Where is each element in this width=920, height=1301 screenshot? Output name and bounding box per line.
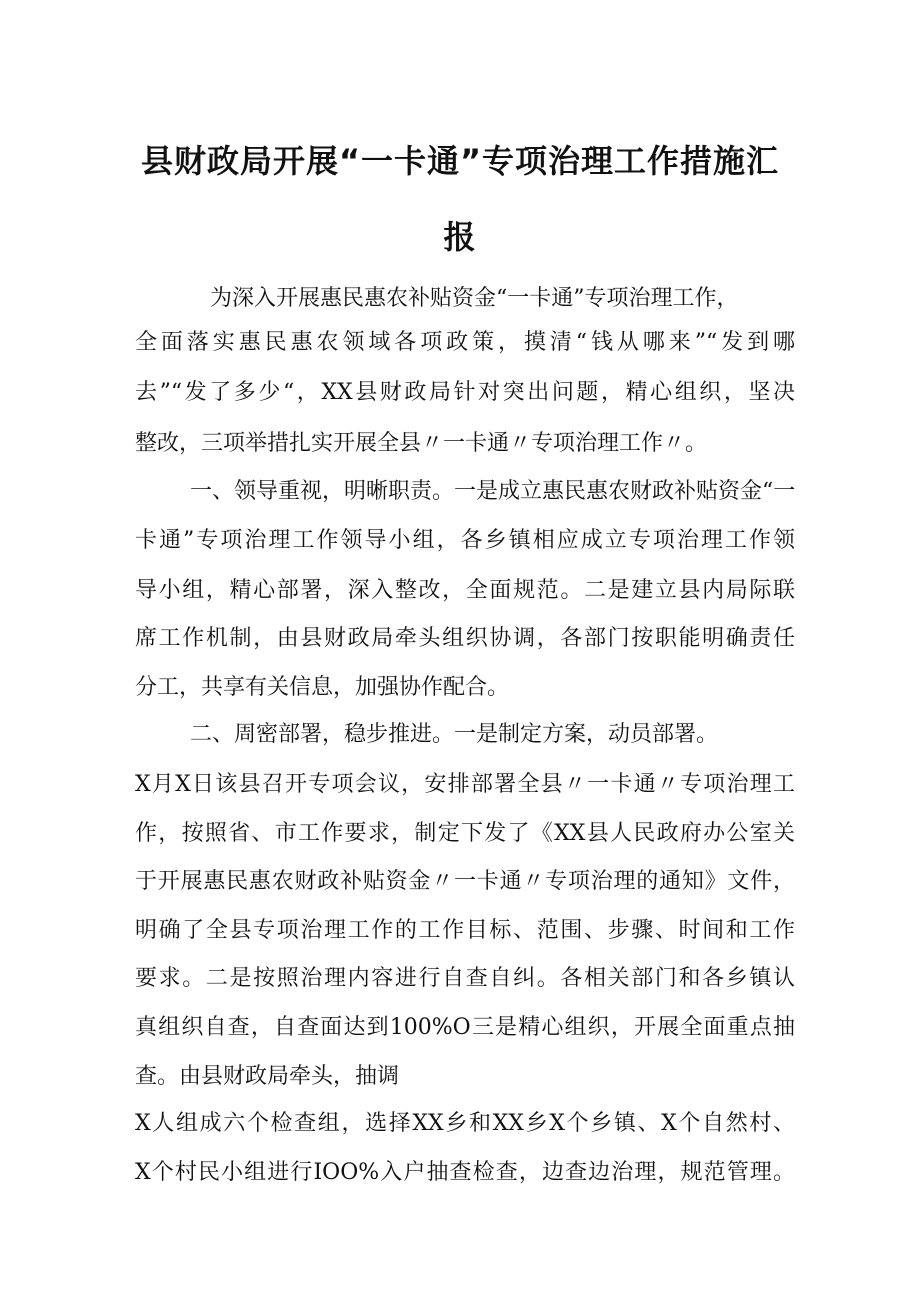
- body-line: 全面落实惠民惠农领域各项政策，摸清“钱从哪来”“发到哪: [135, 330, 795, 355]
- body-line: 分工，共享有关信息，加强协作配合。: [135, 675, 510, 700]
- body-line: 席工作机制，由县财政局牵头组织协调，各部门按职能明确责任: [135, 626, 795, 651]
- body-line: 查。由县财政局牵头，抽调: [135, 1064, 400, 1089]
- body-line: 去”“发了多少“，XX县财政局针对突出问题，精心组织，坚决: [135, 380, 795, 405]
- body-line: 于开展惠民惠农财政补贴资金〃一卡通〃专项治理的通知》文件，: [135, 869, 795, 894]
- body-line: 导小组，精心部署，深入整改，全面规范。二是建立县内局际联: [135, 578, 795, 603]
- body-line: 为深入开展惠民惠农补贴资金“一卡通”专项治理工作，: [210, 286, 739, 311]
- document-title-line-2: 报: [443, 218, 477, 256]
- body-line: X人组成六个检查组，选择XX乡和XX乡X个乡镇、X个自然村、: [135, 1111, 795, 1136]
- body-line: X月X日该县召开专项会议，安排部署全县〃一卡通〃专项治理工: [135, 772, 795, 797]
- body-line: 真组织自查，自查面达到100%O三是精心组织，开展全面重点抽: [135, 1015, 795, 1040]
- document-title-line-1: 县财政局开展“一卡通”专项治理工作措施汇: [140, 142, 780, 180]
- body-line: 要求。二是按照治理内容进行自查自纠。各相关部门和各乡镇认: [135, 966, 795, 991]
- body-line: 卡通”专项治理工作领导小组，各乡镇相应成立专项治理工作领: [135, 528, 795, 553]
- body-line: 一、领导重视，明晰职责。一是成立惠民惠农财政补贴资金“一: [190, 479, 796, 504]
- body-line: 二、周密部署，稳步推进。一是制定方案，动员部署。: [190, 722, 719, 747]
- body-line: 明确了全县专项治理工作的工作目标、范围、步骤、时间和工作: [135, 918, 795, 943]
- body-line: 整改，三项举措扎实开展全县〃一卡通〃专项治理工作〃。: [135, 431, 708, 456]
- body-line: 作，按照省、市工作要求，制定下发了《XX县人民政府办公室关: [135, 821, 795, 846]
- body-line: X个村民小组进行IOO%入户抽查检查，边查边治理，规范管理。: [135, 1160, 795, 1185]
